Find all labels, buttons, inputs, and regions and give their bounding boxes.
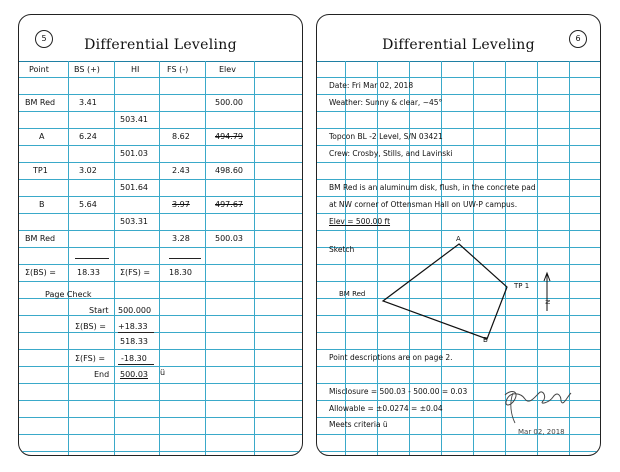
table-cell-fs: 8.62 — [172, 132, 190, 141]
table-cell-hi: 503.41 — [120, 115, 148, 124]
table-cell-hi: 501.03 — [120, 149, 148, 158]
date-line: Date: Fri Mar 02, 2018 — [329, 81, 414, 90]
traverse-outline — [383, 244, 507, 339]
page-title: Differential Leveling — [84, 37, 237, 53]
page-check-fs-value: -18.30 — [121, 354, 147, 363]
sketch-point-bm: BM Red — [339, 290, 366, 298]
column-header-elev: Elev — [219, 65, 236, 74]
table-cell-fs: 3.28 — [172, 234, 190, 243]
allowable-line: Allowable = ±0.0274 = ±0.04 — [329, 404, 443, 413]
elevation-line: Elev = 500.00 ft — [329, 217, 391, 226]
table-cell-elev: 500.00 — [215, 98, 243, 107]
table-cell-fs: 2.43 — [172, 166, 190, 175]
table-cell-point: A — [39, 132, 45, 141]
column-header-point: Point — [29, 65, 49, 74]
page-check-end-label: End — [94, 370, 110, 379]
bm-description-line-2: at NW corner of Ottensman Hall on UW-P campus. — [329, 200, 518, 209]
sum-rule-fs — [169, 258, 201, 259]
page-check-label: Page Check — [45, 290, 92, 299]
crew-line: Crew: Crosby, Stills, and Lavinski — [329, 149, 453, 158]
table-cell-hi: 501.64 — [120, 183, 148, 192]
sketch-point-tp1: TP 1 — [514, 282, 530, 290]
table-cell-bs: 3.41 — [79, 98, 97, 107]
sum-bs-label: Σ(BS) = — [25, 268, 56, 277]
page-number: 5 — [35, 30, 53, 48]
column-header-hi: HI — [131, 65, 140, 74]
table-cell-point: BM Red — [25, 98, 56, 107]
page-check-start-value: 500.000 — [118, 306, 152, 315]
table-cell-point: BM Red — [25, 234, 56, 243]
equipment-line: Topcon BL -2 Level, S/N 03421 — [329, 132, 443, 141]
sum-bs-value: 18.33 — [77, 268, 100, 277]
page-check-bs-value: +18.33 — [118, 322, 148, 331]
north-label: N — [543, 299, 551, 305]
right-notebook-page — [316, 14, 601, 456]
page-title: Differential Leveling — [382, 37, 535, 53]
table-cell-fs: 3.97 — [172, 200, 190, 209]
page-check-fs-label: Σ(FS) = — [75, 354, 106, 363]
table-cell-point: TP1 — [33, 166, 48, 175]
sketch-label: Sketch — [329, 245, 355, 254]
sketch-point-b: B — [483, 336, 488, 344]
table-cell-elev: 494.79 — [215, 132, 243, 141]
weather-line: Weather: Sunny & clear, ~45° — [329, 98, 443, 107]
page-check-rule — [118, 364, 154, 365]
page-check-bs-label: Σ(BS) = — [75, 322, 106, 331]
page-check-subtotal: 518.33 — [120, 337, 148, 346]
table-cell-point: B — [39, 200, 45, 209]
table-cell-elev: 498.60 — [215, 166, 243, 175]
signature-icon — [505, 392, 571, 405]
table-cell-bs: 6.24 — [79, 132, 97, 141]
left-notebook-page — [18, 14, 303, 456]
page-check-end-value: 500.03 — [120, 370, 148, 379]
criteria-line: Meets criteria ü — [329, 420, 388, 429]
table-cell-elev: 500.03 — [215, 234, 243, 243]
column-header-fs: FS (-) — [167, 65, 189, 74]
sum-rule-bs — [75, 258, 109, 259]
page-check-rule — [118, 332, 154, 333]
bm-description-line-1: BM Red is an aluminum disk, flush, in the concrete pad — [329, 183, 536, 192]
sketch-point-a: A — [456, 235, 461, 243]
table-cell-bs: 5.64 — [79, 200, 97, 209]
page-check-start-label: Start — [89, 306, 109, 315]
sum-fs-label: Σ(FS) = — [120, 268, 151, 277]
table-cell-hi: 503.31 — [120, 217, 148, 226]
page-number: 6 — [569, 30, 587, 48]
misclosure-line: Misclosure = 500.03 - 500.00 = 0.03 — [329, 387, 468, 396]
table-cell-bs: 3.02 — [79, 166, 97, 175]
sum-fs-value: 18.30 — [169, 268, 192, 277]
signature-stroke-icon — [511, 393, 515, 423]
check-mark-icon: ü — [160, 368, 166, 377]
column-header-bs: BS (+) — [74, 65, 100, 74]
table-cell-elev: 497.67 — [215, 200, 243, 209]
descriptions-line: Point descriptions are on page 2. — [329, 353, 453, 362]
signature-date: Mar 02, 2018 — [518, 428, 565, 436]
